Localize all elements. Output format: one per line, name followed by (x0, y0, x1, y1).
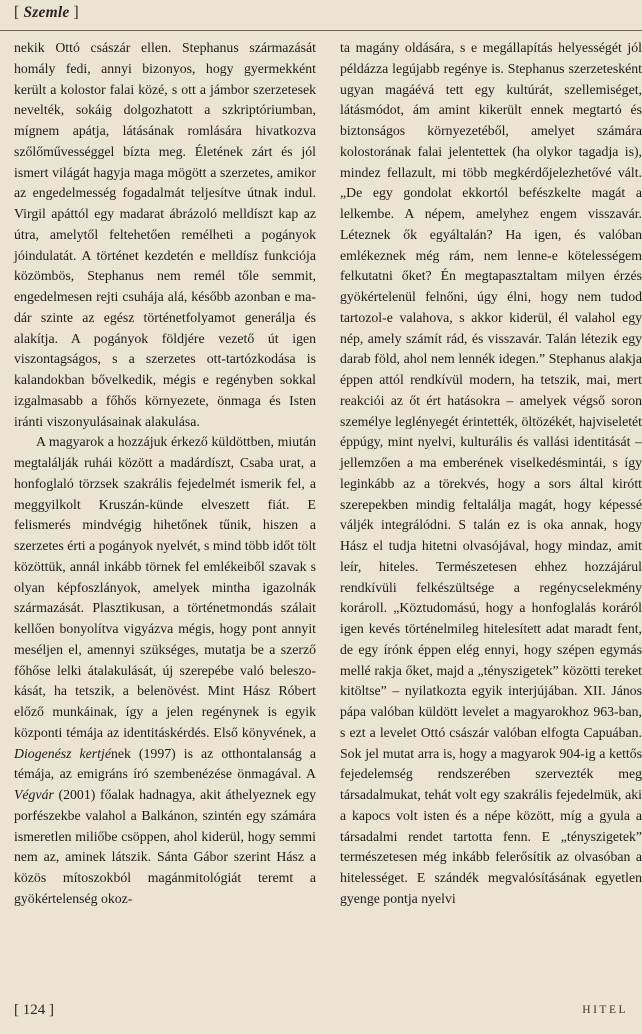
right-paragraph-1: ta magány oldására, s e megállapítás helyességét jól példázza legújabb regénye is. Stephanus szerzetesként ugyan magáévá tett egy kultúrát, szellemiséget, látásmódot, ám amint kikerült ennek megtartó és biztonságos környezetéből, amelyet számára kolostorának falai jelentettek (ha olykor tagadja is), mindez fellazult, mi több megkérdőjelezhetővé vált. „De egy gondolat ekkortól befészkelte magát a lelkembe. A népem, amelyhez engem visszavár. Léteznek ők egyáltalán? Ha igen, és valóban emlékeznek még rám, nem lenne-e kötelességem felkutatni őket? Én megtapasztaltam milyen érzés gyökértelenül felnőni, úgy élni, hogy nem tudod tartozol-e valahova, s akkor kiderül, él valahol egy nép, amely számít rád, és visszavár. Talán létezik egy darab föld, ahol nem lennék idegen.” Stephanus alakja éppen attól rendkívül modern, ha tetszik, mai, mert reakciói az őt ért hatásokra – amelyek végső soron személye leglényegét érintették, öltözékét, hajviseletét éppúgy, mint nyelvi, kulturális és vallási identitását – jellemzően a ma emberének viselkedésmintái, s így leginkább az a törekvés, hogy a sors által kirótt szerepekben mindig feltalálja magát, hogy képessé váljék integrálódni. S talán ez is oka annak, hogy Hász el tudja hitetni olvasójával, hogy mindaz, amit leír, hiteles. Természetesen ehhez hozzájárul rendkívüli felkészültsége a regénycselekmény korároll. „Köztudomású, hogy a honfoglalás koráról igen kevés történelmileg hitelesített adat maradt fent, de egy írónk éppen elég ennyi, hogy szépen egymás mellé rakja őket, majd a „tényszigetek” közötti tereket kitöltse” – nyilatkozta egyik interjújában. XII. János pápa valóban küldött levelet a magyarokhoz 963-ban, s ezt a levelet Ottó császár valóban elfogta Capuában. Sok jel mutat arra is, hogy a magyarok 904-ig a kettős fejedelemség rendszerében szervezték meg társadalmukat, tehát volt egy szakrális fejedelmük, aki a kapocs volt isten és a népe között, míg a gyula a társadalmi rendet tartotta fenn. E „tényszigetek” természetesen még inkább felerősítik az olvasóban a hitelességet. E szándék megvalósításának egyetlen gyenge pontja nyelvi (340, 40, 642, 906)
header-open-bracket: [ (14, 4, 20, 21)
left-paragraph-2-mid: nek (1997) is az otthontalanság a témája, az emigráns író szembenézése önmagával. A (14, 745, 316, 782)
header-rule (0, 30, 642, 31)
left-paragraph-2 (14, 432, 316, 909)
left-paragraph-1: nekik Ottó császár ellen. Stephanus származását homály fedi, annyi bizonyos, hogy gyermekként került a kolostor falai közé, s ott a jámbor szerzetesek nevelték, sokáig dolgozhatott a szkriptóriumban, mígnem apátja, látásának romlására hivatkozva szőlőművességgel bízta meg. Életének zárt és jól ismert világát hagyja maga mögött a szerzetes, amikor az engedelmesség fogadalmát teljesítve útnak indul. Virgil apáttól egy madarat ábrázoló melldíszt kap az útra, amelytől feltehetően remélheti a pogányok jóindulatát. A történet kezdetén e melldísz funkciója közömbös, Stephanus nem remél tőle semmit, engedelmesen rejti csuhája alá, később azonban e madár szinte az egész történetfolyamot generálja és alakítja. A pogányok földjére vezető út igen viszontagságos, s a szerzetes ott-tartózkodása is kalandokban bővelkedik, mégis e regényben sokkal izgalmasabb a főhős környezete, önmaga és Isten iránti viszonyulásainak alakulása. (14, 40, 316, 429)
right-column (340, 38, 642, 910)
header-close-bracket: ] (73, 4, 79, 21)
section-header (14, 4, 79, 22)
magazine-name: HITEL (582, 1004, 628, 1016)
section-title: Szemle (23, 4, 70, 21)
book-title-diogenesz: Diogenész kertjé (14, 745, 111, 761)
left-paragraph-2-tail: (2001) főalak hadnagya, akit áthelyeznek egy porfészekbe valahol a Balkánon, szintén egy számára ismeretlen miliőbe csöppen, ahol kiderül, hogy semmi nem az, aminek látszik. Sánta Gábor szerint Hász a közös mítoszokból magánmitológiát teremt a gyökértelenség okoz- (14, 787, 316, 906)
page-number: [ 124 ] (14, 1002, 54, 1018)
book-title-vegvar: Végvár (14, 787, 54, 802)
left-paragraph-2-lead: A magyarok a hozzájuk érkező küldöttben, miután megtalálják ruhái között a madárdíszt, Csaba urat, a honfoglaló törzsek szakrális fejedelmét ismerik fel, a meggyilkolt Kruszán-künde elveszett fiát. E felismerés mindvégig hihetőnek tűnik, hiszen a szerzetes érti a pogányok nyelvét, s mind több időt tölt közöttük, annál inkább törnek fel emlékeiből szavak s olyan képfoszlányok, amelyek mintha igazolnák származását. Plasztikusan, a történetmondás szálait kellően bonyolítva vigyázva mégis, hogy pont annyit meséljen el, amennyi szükséges, mutatja be a szerző főhőse lelki átalakulását, új szerepébe való beleszokását, ha tetszik, a belenövést. Mint Hász Róbert előző munkáinak, így a jelen regénynek is egyik központi témája az identitáskérdés. Első könyvének, a (14, 434, 316, 740)
left-column (14, 38, 316, 910)
